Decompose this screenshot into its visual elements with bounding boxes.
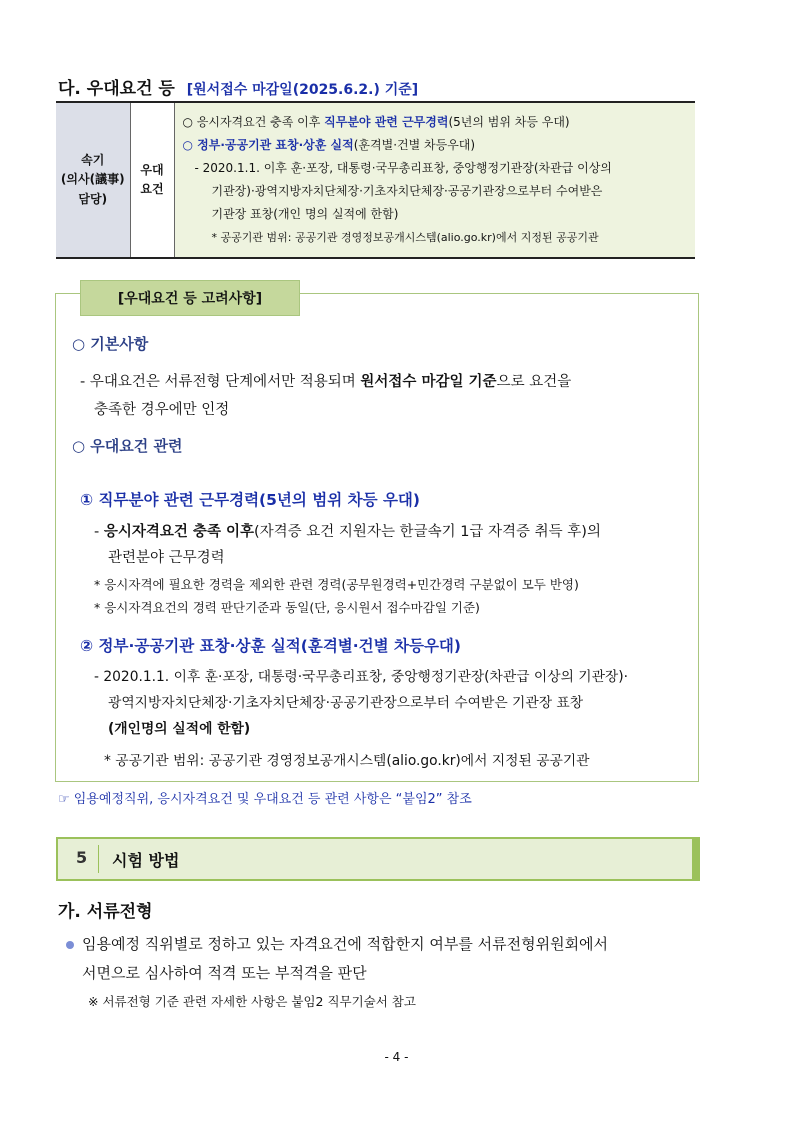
table-line-3: - 2020.1.1. 이후 훈·포장, 대통령·국무총리표창, 중앙행정기관장(차관급 이상의 bbox=[194, 161, 612, 175]
section-5-number: 5 bbox=[76, 848, 88, 867]
table-position-cell bbox=[56, 102, 130, 258]
section-ga-note: ※ 서류전형 기준 관련 자세한 사항은 붙임2 직무기술서 참고 bbox=[88, 994, 416, 1009]
table-content-cell bbox=[174, 102, 695, 258]
item1-para-1: - 응시자격요건 충족 이후(자격증 요건 지원자는 한글속기 1급 자격증 취득 후)의 bbox=[94, 524, 601, 540]
reference-note: ☞ 임용예정직위, 응시자격요건 및 우대요건 등 관련 사항은 “붙임2” 참조 bbox=[58, 792, 472, 807]
item2-para-2: 광역지방자치단체장·기초자치단체장·공공기관장으로부터 수여받은 기관장 표창 bbox=[108, 695, 584, 711]
table-line-2: ○ 정부·공공기관 표창·상훈 실적(훈격별·건별 차등우대) bbox=[182, 138, 476, 152]
item2-para-1: - 2020.1.1. 이후 훈·포장, 대통령·국무총리표창, 중앙행정기관장(차관급 이상의 기관장)· bbox=[94, 669, 629, 685]
section-da-title: 다. 우대요건 등 bbox=[58, 79, 175, 99]
page-number: - 4 - bbox=[384, 1050, 409, 1064]
item2-note: * 공공기관 범위: 공공기관 경영정보공개시스템(alio.go.kr)에서 지정된 공공기관 bbox=[104, 753, 590, 769]
basic-heading: ○ 기본사항 bbox=[72, 335, 149, 353]
basic-para-2: 충족한 경우에만 인정 bbox=[94, 402, 230, 418]
considerations-tab: [우대요건 등 고려사항] bbox=[80, 280, 300, 316]
section-5-title: 시험 방법 bbox=[112, 851, 180, 870]
table-position-label: 속기 (의사(議事) 담당) bbox=[60, 153, 125, 206]
section-5-bar bbox=[56, 837, 700, 881]
section-ga-title: 가. 서류전형 bbox=[58, 902, 153, 922]
basic-para-1: - 우대요건은 서류전형 단계에서만 적용되며 원서접수 마감일 기준으로 요건을 bbox=[80, 374, 572, 390]
related-heading: ○ 우대요건 관련 bbox=[72, 437, 183, 455]
item1-note-1: * 응시자격에 필요한 경력을 제외한 관련 경력(공무원경력+민간경력 구분없이 모두 반영) bbox=[94, 577, 579, 592]
section-ga-para-1: 임용예정 직위별로 정하고 있는 자격요건에 적합한지 여부를 서류전형위원회에서 bbox=[82, 935, 609, 953]
bullet-icon bbox=[66, 941, 74, 949]
item2-para-3: (개인명의 실적에 한함) bbox=[108, 721, 251, 737]
section-5-divider bbox=[98, 845, 99, 873]
preference-table bbox=[56, 101, 695, 259]
item1-para-2: 관련분야 근무경력 bbox=[108, 550, 225, 566]
item2-title: ② 정부·공공기관 표창·상훈 실적(훈격별·건별 차등우대) bbox=[80, 637, 461, 655]
table-category-cell bbox=[130, 102, 174, 258]
section-da-heading bbox=[58, 74, 418, 99]
section-ga-para-2: 서면으로 심사하여 적격 또는 부적격을 판단 bbox=[82, 964, 367, 982]
table-line-5: 기관장 표창(개인 명의 실적에 한함) bbox=[211, 207, 399, 221]
section-da-subtitle: [원서접수 마감일(2025.6.2.) 기준] bbox=[186, 82, 419, 98]
table-line-6: * 공공기관 범위: 공공기관 경영정보공개시스템(alio.go.kr)에서 지정된 공공기관 bbox=[211, 231, 599, 244]
table-line-4: 기관장)·광역지방자치단체장·기초자치단체장·공공기관장으로부터 수여받은 bbox=[211, 184, 603, 198]
table-category-label: 우대 요건 bbox=[140, 162, 164, 196]
table-line-1: ○ 응시자격요건 충족 이후 직무분야 관련 근무경력(5년의 범위 차등 우대) bbox=[182, 115, 570, 129]
item1-note-2: * 응시자격요건의 경력 판단기준과 동일(단, 응시원서 접수마감일 기준) bbox=[94, 600, 480, 615]
item1-title: ① 직무분야 관련 근무경력(5년의 범위 차등 우대) bbox=[80, 491, 420, 509]
